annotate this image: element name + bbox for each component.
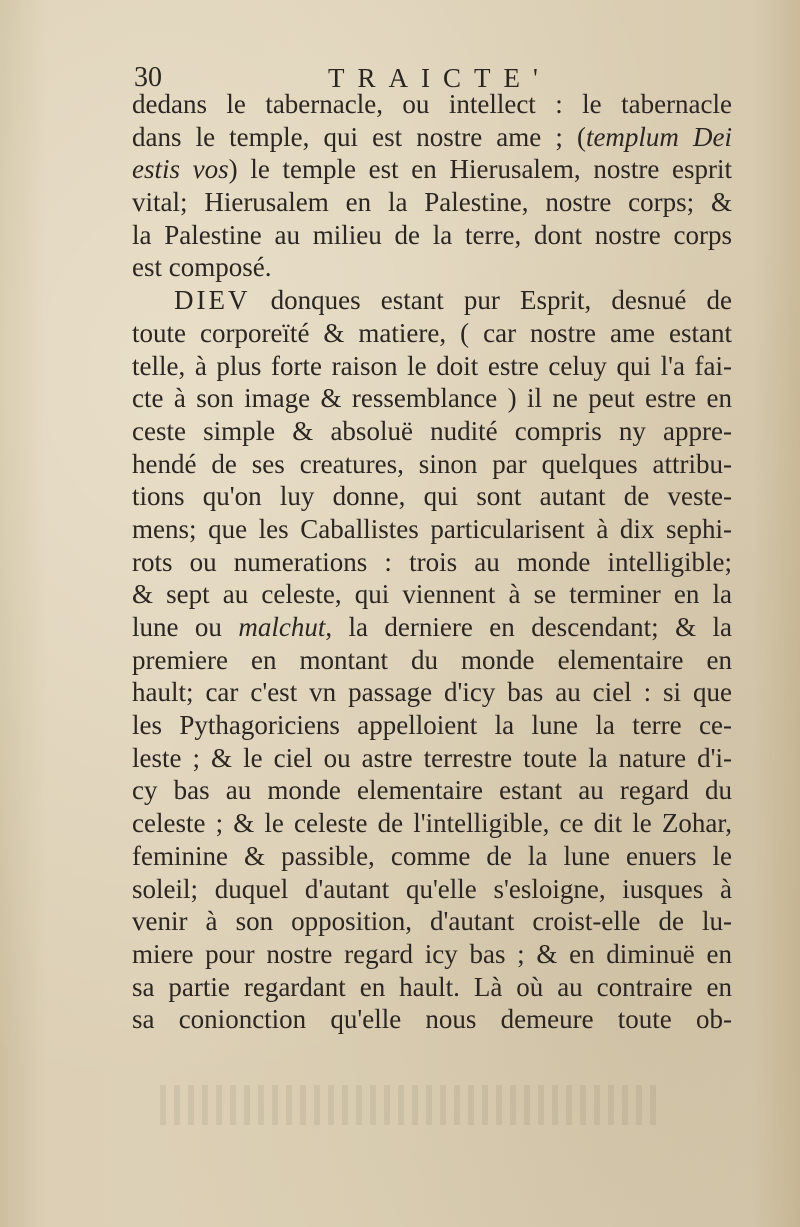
text-run: la Palestine au milieu de la terre, dont nostre corps xyxy=(132,219,732,250)
text-line xyxy=(132,611,732,644)
text-run: dans le temple, qui est nostre ame ; ( xyxy=(132,121,586,152)
text-run: & sept au celeste, qui viennent à se terminer en la xyxy=(132,579,732,610)
show-through-text xyxy=(160,1085,660,1125)
text-run: venir à son opposition, d'autant croist-elle de lu- xyxy=(132,906,732,937)
italic-text: malchut xyxy=(238,612,326,642)
text-run: est composé. xyxy=(132,252,272,283)
text-line xyxy=(132,153,732,186)
text-run: vital; Hierusalem en la Palestine, nostre corps; & xyxy=(132,187,732,218)
text-line xyxy=(132,350,732,383)
text-line xyxy=(132,644,732,677)
text-line xyxy=(132,873,732,906)
text-run: ceste simple & absoluë nudité compris ny appre- xyxy=(132,415,732,446)
text-line xyxy=(132,709,732,742)
text-run: leste ; & le ciel ou astre terrestre toute la nature d'i- xyxy=(132,742,732,773)
smallcaps-text: DIEV xyxy=(174,285,251,316)
text-line xyxy=(132,971,732,1004)
text-line xyxy=(132,774,732,807)
text-run: miere pour nostre regard icy bas ; & en diminuë en xyxy=(132,938,732,969)
text-run: mens; que les Caballistes particularisent à dix sephi- xyxy=(132,513,732,544)
body-text xyxy=(132,88,732,1036)
text-line xyxy=(132,578,732,611)
text-run: lune ou xyxy=(132,612,239,642)
text-line xyxy=(132,513,732,546)
text-run: donques estant pur Esprit, desnué de xyxy=(250,285,732,316)
text-line xyxy=(132,905,732,938)
text-run: hault; car c'est vn passage d'icy bas au ciel : si que xyxy=(132,677,732,708)
text-line xyxy=(132,1003,732,1036)
text-run: sa conionction qu'elle nous demeure toute ob- xyxy=(132,1004,732,1035)
text-line xyxy=(132,284,732,317)
text-run: sa partie regardant en hault. Là où au contraire en xyxy=(132,971,732,1002)
running-title: TRAICTE' xyxy=(328,63,551,93)
italic-text: estis vos xyxy=(132,154,229,185)
text-run: soleil; duquel d'autant qu'elle s'esloigne, iusques à xyxy=(132,873,732,904)
text-run: , la derniere en descendant; & la xyxy=(325,612,732,642)
text-line xyxy=(132,448,732,481)
text-run: cte à son image & ressemblance ) il ne peut estre en xyxy=(132,383,732,414)
italic-text: templum Dei xyxy=(585,121,733,152)
text-line xyxy=(132,742,732,775)
text-line xyxy=(132,480,732,513)
text-line xyxy=(132,219,732,252)
text-line xyxy=(132,415,732,448)
text-run: rots ou numerations : trois au monde intelligible; xyxy=(132,546,732,577)
text-line xyxy=(132,186,732,219)
text-run: ) le temple est en Hierusalem, nostre esprit xyxy=(228,154,732,185)
text-run: premiere en montant du monde elementaire en xyxy=(132,644,732,675)
text-run: feminine & passible, comme de la lune enuers le xyxy=(132,840,732,871)
text-run: toute corporeïté & matiere, ( car nostre ame estant xyxy=(132,317,732,348)
text-run: tions qu'on luy donne, qui sont autant de veste- xyxy=(132,481,732,512)
text-line xyxy=(132,938,732,971)
text-line xyxy=(132,317,732,350)
text-line xyxy=(132,88,732,121)
text-line xyxy=(132,807,732,840)
page-number: 30 xyxy=(134,62,162,93)
text-line xyxy=(132,676,732,709)
text-run: telle, à plus forte raison le doit estre celuy qui l'a fai- xyxy=(132,350,732,381)
text-line xyxy=(132,546,732,579)
text-line xyxy=(132,121,732,154)
text-run: dedans le tabernacle, ou intellect : le tabernacle xyxy=(132,89,732,119)
text-run: celeste ; & le celeste de l'intelligible, ce dit le Zohar, xyxy=(132,808,732,839)
text-line xyxy=(132,251,732,284)
text-run: hendé de ses creatures, sinon par quelques attribu- xyxy=(132,448,732,479)
text-run: cy bas au monde elementaire estant au regard du xyxy=(132,775,732,806)
text-line xyxy=(132,382,732,415)
text-run: les Pythagoriciens appelloient la lune la terre ce- xyxy=(132,710,732,741)
text-line xyxy=(132,840,732,873)
